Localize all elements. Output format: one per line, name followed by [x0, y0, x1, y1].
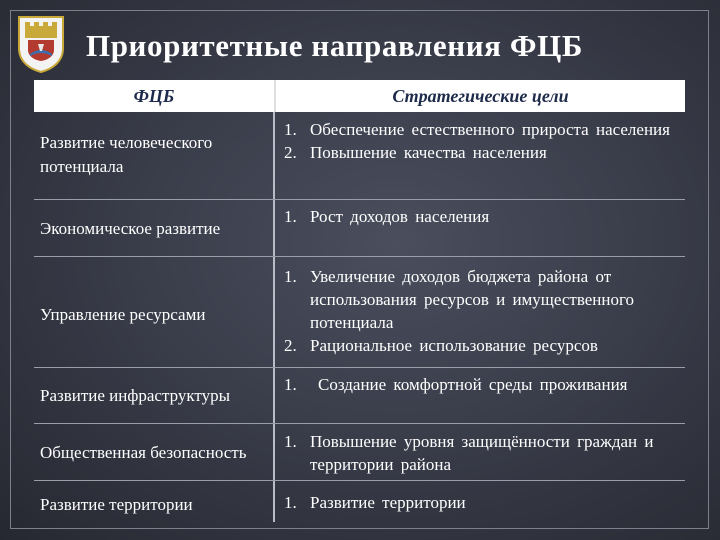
goal-number: 1. [284, 267, 297, 286]
table-row-area: Управление ресурсами [40, 305, 206, 324]
goal-number: 1. [284, 432, 297, 451]
goal-text: Повышение качества населения [310, 143, 547, 162]
goal-text: Увеличение доходов бюджета района от использования ресурсов и имущественного потенциала [310, 267, 635, 332]
table-row-goals [284, 265, 679, 357]
goal-item [284, 491, 679, 514]
table-row-area: Экономическое развитие [40, 219, 221, 238]
table-row-area: Развитие человеческого потенциала [40, 133, 213, 176]
goal-number: 1. [284, 120, 297, 139]
table-row-goals [284, 491, 679, 514]
goal-number: 1. [284, 375, 297, 394]
table-row-area: Развитие территории [40, 495, 193, 514]
goal-item [284, 334, 679, 357]
coat-of-arms-icon [16, 14, 66, 74]
table-row-goals [284, 430, 679, 476]
slide-title: Приоритетные направления ФЦБ [86, 28, 583, 63]
row-divider [34, 256, 685, 257]
goal-number: 2. [284, 336, 297, 355]
table-row-goals [284, 118, 679, 164]
goal-text: Обеспечение естественного прироста населения [310, 120, 670, 139]
goal-text: Рациональное использование ресурсов [310, 336, 598, 355]
goal-item [284, 430, 679, 476]
column-divider [273, 112, 275, 522]
priorities-table [34, 80, 685, 522]
goal-text: Рост доходов населения [310, 207, 490, 226]
table-row-goals [284, 205, 679, 228]
goal-item [284, 373, 679, 396]
table-row-goals [284, 373, 679, 396]
goal-item [284, 265, 679, 334]
row-divider [34, 367, 685, 368]
goal-number: 1. [284, 493, 297, 512]
row-divider [34, 480, 685, 481]
goal-item [284, 118, 679, 141]
row-divider [34, 199, 685, 200]
header-strategic-goals: Стратегические цели [274, 80, 685, 112]
goal-number: 2. [284, 143, 297, 162]
goal-text: Повышение уровня защищённости граждан и территории района [310, 432, 654, 474]
goal-text: Создание комфортной среды проживания [318, 375, 628, 394]
goal-item [284, 141, 679, 164]
goal-text: Развитие территории [310, 493, 466, 512]
row-divider [34, 423, 685, 424]
header-fcb: ФЦБ [34, 80, 274, 112]
goal-number: 1. [284, 207, 297, 226]
table-row-area: Общественная безопасность [40, 443, 247, 462]
table-row-area: Развитие инфраструктуры [40, 386, 231, 405]
goal-item [284, 205, 679, 228]
